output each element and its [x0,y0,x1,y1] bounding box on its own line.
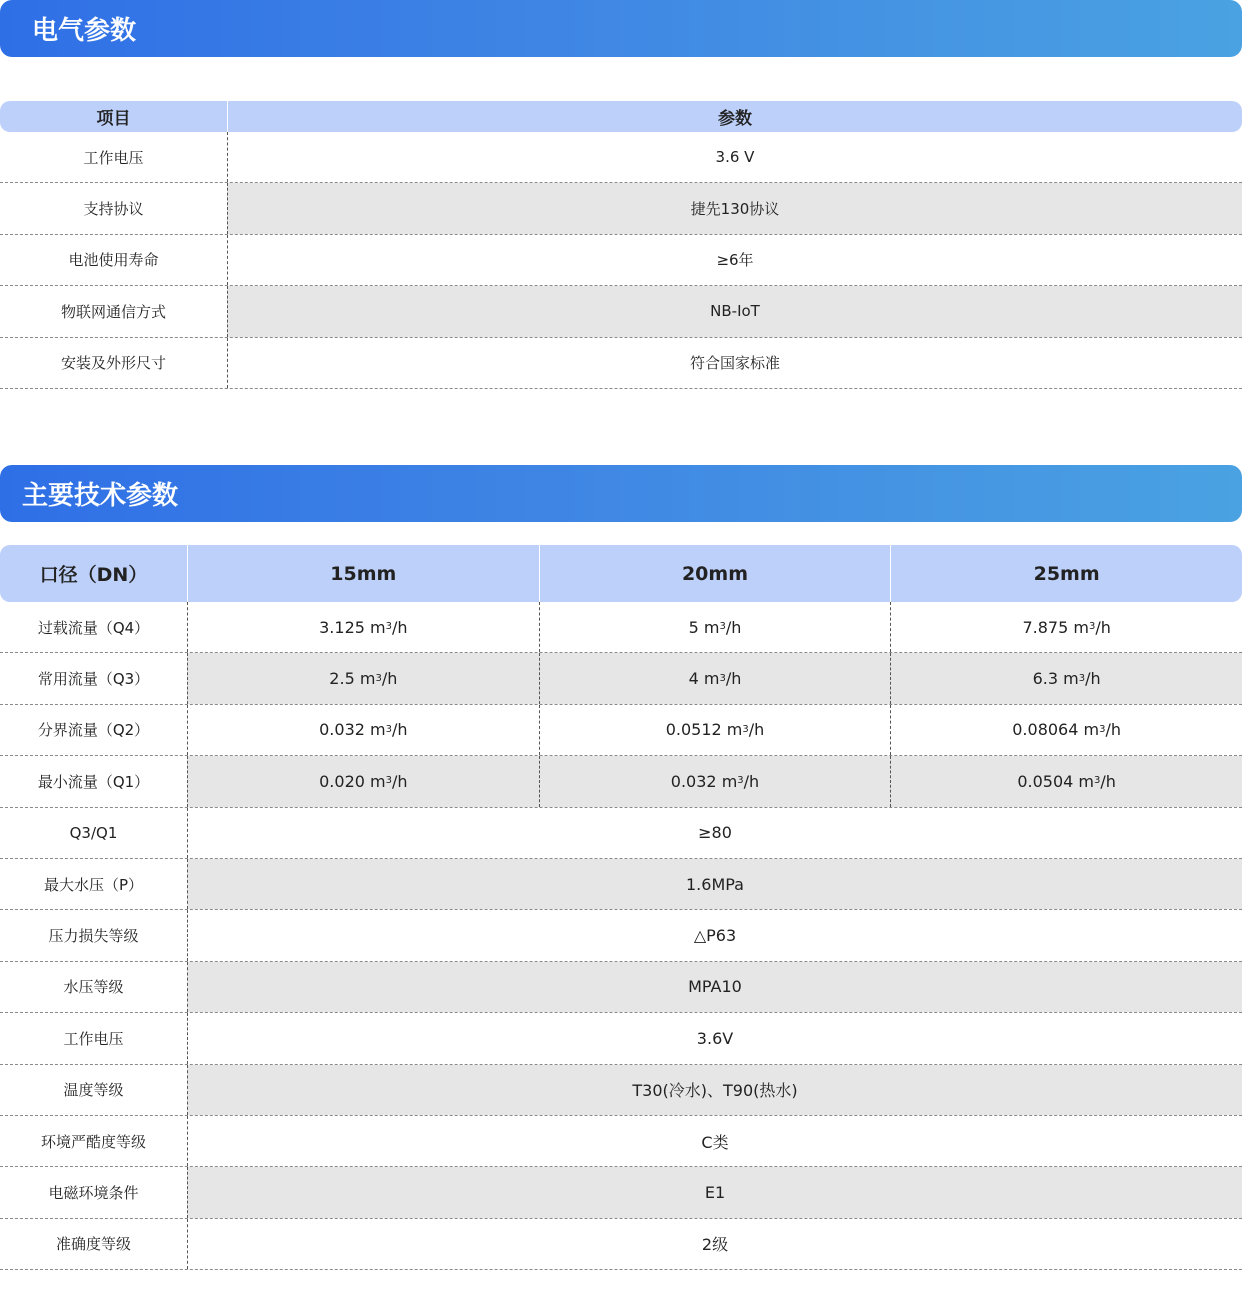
row-label: 环境严酷度等级 [40,1132,146,1151]
flow-value: 0.0512 m 3 /h [539,705,891,755]
row-label: 分界流量（Q2） [37,721,150,740]
row-label: 支持协议 [83,200,144,219]
table-header [0,545,1242,602]
table-row [0,1116,1242,1167]
row-value: 3.6 V [227,132,1242,182]
row-label: 安装及外形尺寸 [60,354,166,373]
row-label: 物联网通信方式 [60,302,166,321]
row-label: 水压等级 [63,978,124,997]
flow-value: 3.125 m 3 /h [187,602,539,652]
table-header [0,101,1242,132]
row-value: ≥80 [187,808,1242,858]
row-label: 准确度等级 [55,1235,131,1254]
row-label: 过载流量（Q4） [37,618,150,637]
flow-value: 0.032 m 3 /h [539,756,891,806]
row-label: 温度等级 [63,1081,124,1100]
header-item: 项目 [96,109,131,129]
row-label: 电磁环境条件 [48,1183,139,1202]
table-row [0,859,1242,910]
table-row [0,235,1242,286]
flow-value: 7.875 m 3 /h [890,602,1242,652]
row-value: T30(冷水)、T90(热水) [187,1065,1242,1115]
technical-params-table [0,545,1242,1270]
row-value: 符合国家标准 [227,338,1242,388]
table-row [0,705,1242,756]
flow-value: 0.020 m 3 /h [187,756,539,806]
table-row [0,962,1242,1013]
table-row [0,183,1242,234]
table-row [0,286,1242,337]
row-value: NB-IoT [227,286,1242,336]
header-25mm: 25mm [890,545,1242,602]
flow-value: 0.08064 m 3 /h [890,705,1242,755]
row-label: 压力损失等级 [48,927,139,946]
flow-value: 5 m 3 /h [539,602,891,652]
header-diameter: 口径（DN） [39,564,148,586]
flow-value: 0.0504 m 3 /h [890,756,1242,806]
row-value: 3.6V [187,1013,1242,1063]
row-label: Q3/Q1 [69,823,118,842]
row-value: 1.6MPa [187,859,1242,909]
table-row [0,808,1242,859]
row-label: 工作电压 [63,1029,124,1048]
table-row [0,1219,1242,1270]
table-row [0,1167,1242,1218]
row-value: ≥6年 [227,235,1242,285]
table-row [0,653,1242,704]
row-value: △P63 [187,910,1242,960]
table-row [0,602,1242,653]
table-row [0,338,1242,389]
table-row [0,756,1242,807]
row-value: 捷先130协议 [227,183,1242,233]
row-label: 常用流量（Q3） [37,670,150,689]
table-row [0,132,1242,183]
header-param: 参数 [227,101,1242,132]
row-label: 电池使用寿命 [68,251,159,270]
header-20mm: 20mm [539,545,891,602]
section-title-technical [0,465,1242,522]
flow-value: 0.032 m 3 /h [187,705,539,755]
section-title-electrical [0,0,1242,57]
row-label: 最小流量（Q1） [37,772,150,791]
row-label: 最大水压（P） [43,875,144,894]
flow-value: 4 m 3 /h [539,653,891,703]
flow-value: 6.3 m 3 /h [890,653,1242,703]
row-value: MPA10 [187,962,1242,1012]
electrical-params-table [0,101,1242,389]
row-value: C类 [187,1116,1242,1166]
section-title-text: 主要技术参数 [22,481,179,511]
table-row [0,1065,1242,1116]
table-row [0,1013,1242,1064]
header-15mm: 15mm [187,545,539,602]
row-label: 工作电压 [83,148,144,167]
flow-value: 2.5 m 3 /h [187,653,539,703]
section-title-text: 电气参数 [32,16,137,46]
row-value: E1 [187,1167,1242,1217]
table-row [0,910,1242,961]
row-value: 2级 [187,1219,1242,1269]
